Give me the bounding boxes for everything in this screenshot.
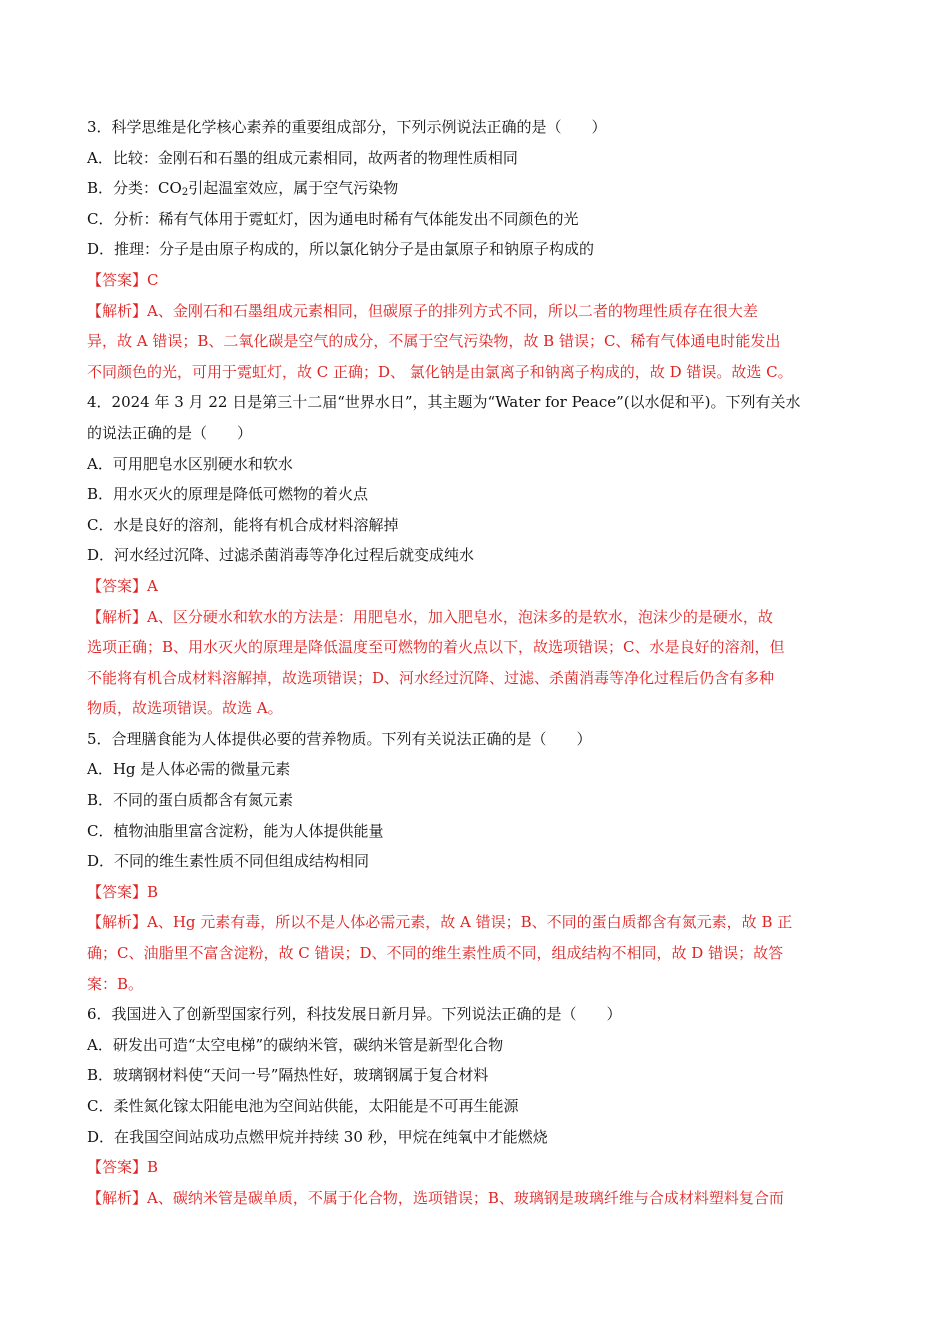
option-b [87, 173, 867, 204]
option-d: D．推理：分子是由原子构成的，所以氯化钠分子是由氯原子和钠原子构成的 [87, 240, 595, 259]
question-4 [87, 387, 867, 724]
option-a: A．Hg 是人体必需的微量元素 [87, 760, 291, 779]
question-stem: 4．2024 年 3 月 22 日是第三十二届“世界水日”，其主题为“Water for Peace”(以水促和平)。下列有关水 [87, 393, 801, 412]
option-b-pre: B．分类：CO [87, 179, 182, 198]
question-stem: 6．我国进入了创新型国家行列，科技发展日新月异。下列说法正确的是（ ） [87, 1005, 622, 1024]
analysis-line: 确；C、油脂里不富含淀粉，故 C 错误；D、不同的维生素性质不同，组成结构不相同，故 D 错误；故答 [87, 944, 784, 963]
question-stem: 3．科学思维是化学核心素养的重要组成部分，下列示例说法正确的是（ ） [87, 118, 607, 136]
option-b: B．不同的蛋白质都含有氮元素 [87, 791, 294, 810]
option-c: C．植物油脂里富含淀粉，能为人体提供能量 [87, 821, 384, 840]
option-a: A．比较：金刚石和石墨的组成元素相同，故两者的物理性质相同 [87, 148, 518, 167]
option-b: B．玻璃钢材料使“天问一号”隔热性好，玻璃钢属于复合材料 [87, 1066, 489, 1085]
option-c: C．柔性氮化镓太阳能电池为空间站供能，太阳能是不可再生能源 [87, 1097, 519, 1115]
analysis-line: 【解析】A、碳纳米管是碳单质，不属于化合物，选项错误；B、玻璃钢是玻璃纤维与合成材料塑料复合而 [87, 1188, 784, 1207]
analysis-line: 不同颜色的光，可用于霓虹灯，故 C 正确；D、 氯化钠是由氯离子和钠离子构成的，故 D 错误。故选 C。 [87, 362, 793, 381]
analysis-line: 选项正确；B、用水灭火的原理是降低温度至可燃物的着火点以下，故选项错误；C、水是良好的溶剂，但 [87, 638, 785, 657]
answer: 【答案】B [87, 882, 159, 901]
option-c: C．水是良好的溶剂，能将有机合成材料溶解掉 [87, 515, 399, 534]
analysis-line: 【解析】A、Hg 元素有毒，所以不是人体必需元素，故 A 错误；B、不同的蛋白质都含有氮元素，故 B 正 [87, 913, 793, 932]
option-d: D．不同的维生素性质不同但组成结构相同 [87, 852, 370, 871]
analysis-line: 异，故 A 错误；B、二氧化碳是空气的成分，不属于空气污染物，故 B 错误；C、稀有气体通电时能发出 [87, 332, 781, 351]
analysis-line: 案：B。 [87, 974, 144, 993]
analysis-line: 【解析】A、区分硬水和软水的方法是：用肥皂水，加入肥皂水，泡沫多的是软水，泡沫少的是硬水，故 [87, 607, 773, 626]
answer: 【答案】C [87, 270, 159, 289]
option-c: C．分析：稀有气体用于霓虹灯，因为通电时稀有气体能发出不同颜色的光 [87, 209, 579, 228]
analysis-line: 物质，故选项错误。故选 A。 [87, 699, 283, 718]
answer: 【答案】A [87, 576, 158, 595]
answer: 【答案】B [87, 1158, 159, 1177]
analysis-line: 【解析】A、金刚石和石墨组成元素相同，但碳原子的排列方式不同，所以二者的物理性质存在很大差 [87, 301, 758, 320]
option-a: A．研发出可造“太空电梯”的碳纳米管，碳纳米管是新型化合物 [87, 1035, 504, 1054]
option-d: D．在我国空间站成功点燃甲烷并持续 30 秒，甲烷在纯氧中才能燃烧 [87, 1127, 548, 1146]
question-5 [87, 724, 867, 999]
question-stem: 的说法正确的是（ ） [87, 423, 253, 442]
document-page [87, 112, 867, 1213]
question-3 [87, 112, 867, 387]
question-6 [87, 999, 867, 1213]
option-a: A．可用肥皂水区别硬水和软水 [87, 454, 293, 473]
option-b-post: 引起温室效应，属于空气污染物 [188, 179, 399, 198]
question-stem: 5．合理膳食能为人体提供必要的营养物质。下列有关说法正确的是（ ） [87, 729, 592, 748]
analysis-line: 不能将有机合成材料溶解掉，故选项错误；D、河水经过沉降、过滤、杀菌消毒等净化过程后仍含有多种 [87, 668, 775, 687]
option-d: D．河水经过沉降、过滤杀菌消毒等净化过程后就变成纯水 [87, 546, 475, 565]
subscript: 2 [181, 187, 189, 199]
option-b: B．用水灭火的原理是降低可燃物的着火点 [87, 485, 369, 504]
